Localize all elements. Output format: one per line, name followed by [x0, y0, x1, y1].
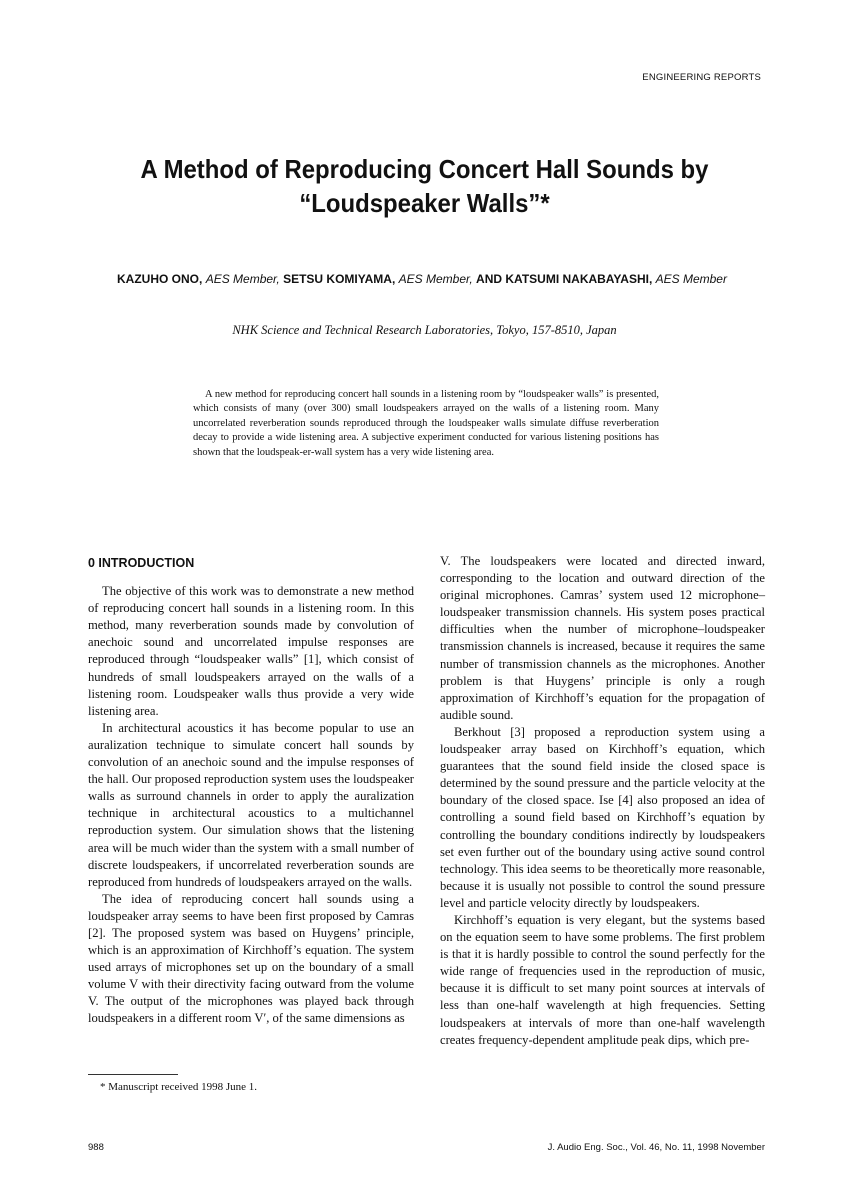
affiliation: NHK Science and Technical Research Laboratories, Tokyo, 157-8510, Japan — [232, 323, 617, 337]
author-line — [72, 272, 772, 286]
author-1-role: AES Member, — [205, 272, 280, 286]
left-column — [88, 553, 414, 1028]
author-3-name: KATSUMI NAKABAYASHI, — [505, 272, 653, 286]
footnote-rule — [88, 1074, 178, 1075]
journal-citation: J. Audio Eng. Soc., Vol. 46, No. 11, 1998 November — [547, 1142, 765, 1153]
body-paragraph-3: The idea of reproducing concert hall sounds using a loudspeaker array seems to have been first proposed by Camras [2]. The proposed system was based on Huygens’ principle, which is an approximation of Kirchhoff’s equation. The system used arrays of microphones set up on the boundary of a small volume V with their directivity facing outward from the volume V. The output of the microphones was played back through loudspeakers in a different room V′, of the same dimensions as — [88, 891, 414, 1026]
page-number: 988 — [88, 1142, 104, 1153]
body-paragraph-2: In architectural acoustics it has become popular to use an auralization technique to simulate concert hall sounds by convolution of an anechoic sound and the impulse responses of the hall. Our proposed reproduction system uses the loudspeaker walls as surround channels in order to apply the auralization technique in architectural acoustics to a multichannel reproduction system. Our simulation shows that the listening area will be much wider than the system with a small number of discrete loudspeakers, if uncorrelated reverberation sounds are reproduced from hundreds of loudspeakers arrayed on the walls. — [88, 720, 414, 889]
body-paragraph-4: Berkhout [3] proposed a reproduction system using a loudspeaker array based on Kirchhoff’s equation, which guarantees that the sound field inside the closed space is determined by the sound pressure and the particle velocity at the boundary of the closed space. Ise [4] also proposed an idea of controlling a sound field based on Kirchhoff’s equation by controlling the boundary conditions indirectly by loudspeakers set even further out of the boundary using active sound control technology. This idea seems to be theoretically more reasonable, because it is usually not possible to control the sound pressure level and particle velocity directly by loudspeakers. — [440, 724, 765, 910]
author-3-role: AES Member — [655, 272, 727, 286]
body-paragraph-3-continued: V. The loudspeakers were located and directed inward, corresponding to the location and outward direction of the original microphones. Camras’ system used 12 microphone–loudspeaker transmission channels. His system poses practical difficulties when the number of microphone–loudspeaker transmission channels is increased, because it requires the same number of transmission channels as the microphones. Another problem is that Huygens’ principle is only a rough approximation of Kirchhoff’s equation for the propagation of audible sound. — [440, 554, 765, 722]
abstract: A new method for reproducing concert hall sounds in a listening room by “loudspeaker walls” is presented, which consists of many (over 300) small loudspeakers arrayed on the walls of a listening room. Many uncorrelated reverberation sounds reproduced through the loudspeaker walls simulate diffuse reverberation decay to provide a wide listening area. A subjective experiment conducted for various listening positions has shown that the loudspeak-er-wall system has a very wide listening area. — [193, 389, 659, 458]
paper-title-line-1: A Method of Reproducing Concert Hall Sounds by — [140, 154, 709, 184]
body-paragraph-1: The objective of this work was to demonstrate a new method of reproducing concert hall sounds in a listening room. In this method, many reverberation sounds made by convolution of anechoic sound and uncorrelated impulse responses are reproduced through “loudspeaker walls” [1], which consist of hundreds of small loudspeakers arrayed on the walls of a listening room. Loudspeaker walls thus provide a very wide listening area. — [88, 584, 414, 718]
body-paragraph-5: Kirchhoff’s equation is very elegant, but the systems based on the equation seem to have some problems. The first problem is that it is hardly possible to control the sound perfectly for the wide range of frequencies used in the reproduction of music, because it is difficult to set many point sources at intervals of less than one-half wavelength at high frequencies. Setting loudspeakers at intervals of more than one-half wavelength creates frequency-dependent amplitude peak dips, which pre- — [440, 912, 765, 1047]
author-2-role: AES Member, — [398, 272, 473, 286]
section-tag: ENGINEERING REPORTS — [642, 72, 761, 83]
paper-title — [34, 152, 815, 220]
author-2-name: SETSU KOMIYAMA, — [283, 272, 396, 286]
author-1-name: KAZUHO ONO, — [117, 272, 203, 286]
right-column — [440, 553, 765, 1049]
paper-title-line-2: “Loudspeaker Walls”* — [299, 188, 550, 218]
section-heading: 0 INTRODUCTION — [88, 556, 195, 570]
author-conjunction: AND — [476, 272, 503, 286]
footnote: * Manuscript received 1998 June 1. — [100, 1081, 258, 1093]
